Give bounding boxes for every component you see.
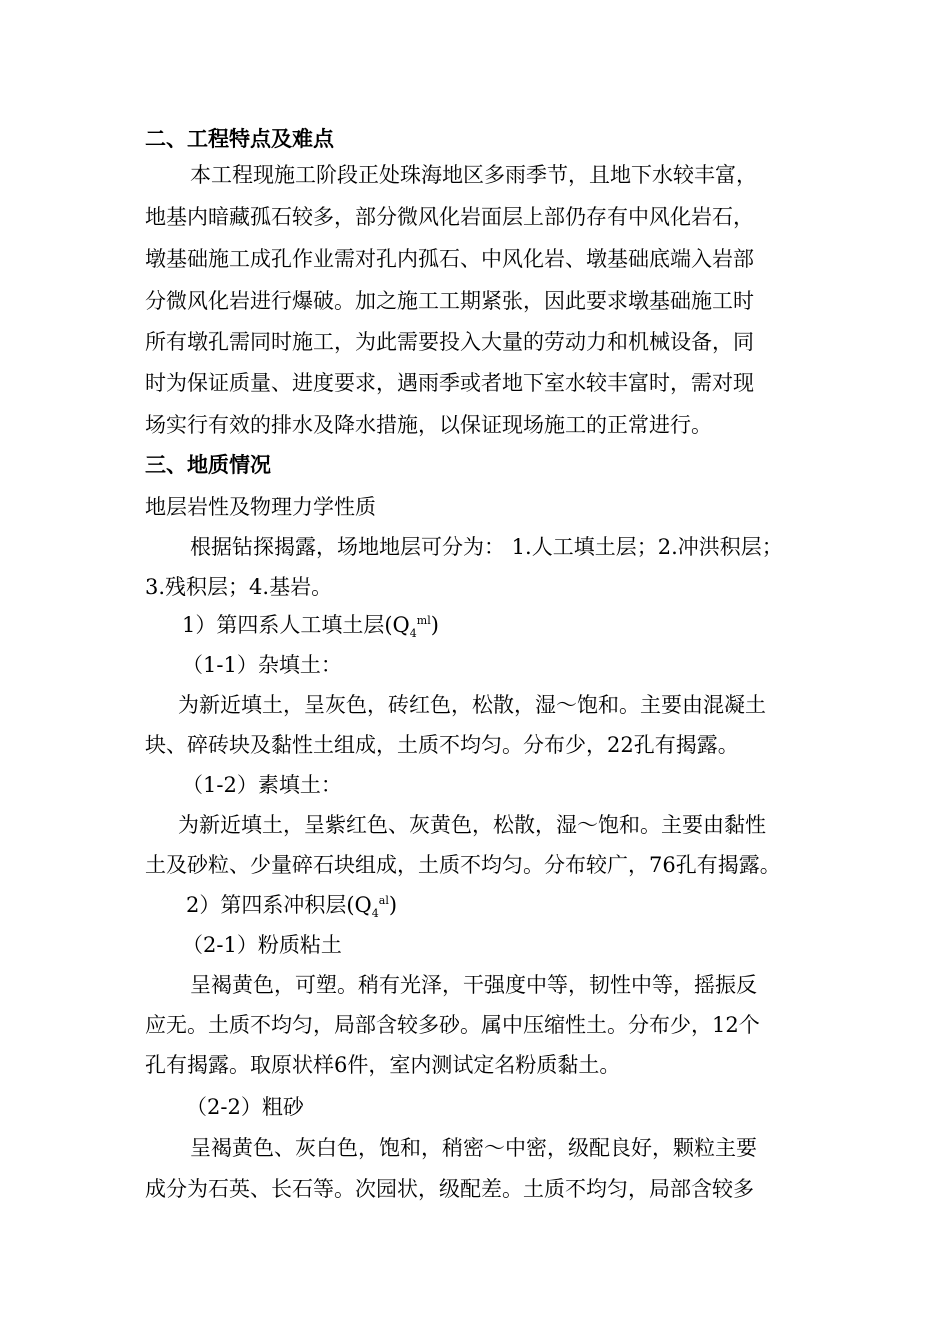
layer-title-miscellaneous-fill: （1-1）杂填土： — [182, 653, 342, 677]
layer-superscript: al — [378, 894, 389, 907]
layer-title-coarse-sand: （2-2）粗砂 — [186, 1095, 304, 1119]
layer-title-artificial-fill — [182, 610, 439, 640]
paragraph-line: 根据钻探揭露，场地地层可分为： 1.人工填土层；2.冲洪积层； — [190, 535, 783, 559]
section-heading-geology: 三、地质情况 — [145, 453, 271, 477]
layer-title-text: 1）第四系人工填土层(Q — [182, 613, 410, 637]
paragraph-line: 3.残积层；4.基岩。 — [145, 575, 333, 599]
layer-superscript: ml — [416, 614, 431, 627]
layer-title-close: ) — [388, 893, 398, 917]
layer-title-alluvial — [186, 890, 397, 920]
section-heading-engineering-features: 二、工程特点及难点 — [145, 127, 334, 151]
paragraph-line: 所有墩孔需同时施工，为此需要投入大量的劳动力和机械设备，同 — [145, 330, 754, 354]
paragraph-line: 块、碎砖块及黏性土组成，土质不均匀。分布少，22孔有揭露。 — [145, 733, 739, 757]
layer-subscript: 4 — [409, 627, 417, 641]
paragraph-line: 为新近填土，呈紫红色、灰黄色，松散，湿～饱和。主要由黏性 — [178, 813, 766, 837]
layer-title-silty-clay: （2-1）粉质粘土 — [182, 933, 342, 957]
paragraph-line: 分微风化岩进行爆破。加之施工工期紧张，因此要求墩基础施工时 — [145, 289, 754, 313]
paragraph-line: 时为保证质量、进度要求，遇雨季或者地下室水较丰富时，需对现 — [145, 371, 754, 395]
paragraph-line: 呈褐黄色、灰白色，饱和，稍密～中密，级配良好，颗粒主要 — [190, 1136, 757, 1160]
layer-title-plain-fill: （1-2）素填土： — [182, 773, 342, 797]
layer-subscript: 4 — [371, 907, 379, 921]
paragraph-line: 应无。土质不均匀，局部含较多砂。属中压缩性土。分布少，12个 — [145, 1013, 760, 1037]
paragraph-line: 地基内暗藏孤石较多，部分微风化岩面层上部仍存有中风化岩石， — [145, 205, 754, 229]
paragraph-line: 孔有揭露。取原状样6件，室内测试定名粉质黏土。 — [145, 1053, 621, 1077]
paragraph-line: 为新近填土，呈灰色，砖红色，松散，湿～饱和。主要由混凝土 — [178, 693, 766, 717]
subheading-strata-properties: 地层岩性及物理力学性质 — [145, 495, 376, 519]
paragraph-line: 场实行有效的排水及降水措施，以保证现场施工的正常进行。 — [145, 413, 712, 437]
layer-title-text: 2）第四系冲积层(Q — [186, 893, 372, 917]
layer-title-close: ) — [430, 613, 439, 637]
paragraph-line: 成分为石英、长石等。次园状，级配差。土质不均匀，局部含较多 — [145, 1177, 754, 1201]
paragraph-line: 呈褐黄色，可塑。稍有光泽，干强度中等，韧性中等，摇振反 — [190, 973, 757, 997]
paragraph-line: 墩基础施工成孔作业需对孔内孤石、中风化岩、墩基础底端入岩部 — [145, 247, 754, 271]
paragraph-line: 本工程现施工阶段正处珠海地区多雨季节，且地下水较丰富， — [190, 163, 757, 187]
paragraph-line: 土及砂粒、少量碎石块组成，土质不均匀。分布较广，76孔有揭露。 — [145, 853, 781, 877]
